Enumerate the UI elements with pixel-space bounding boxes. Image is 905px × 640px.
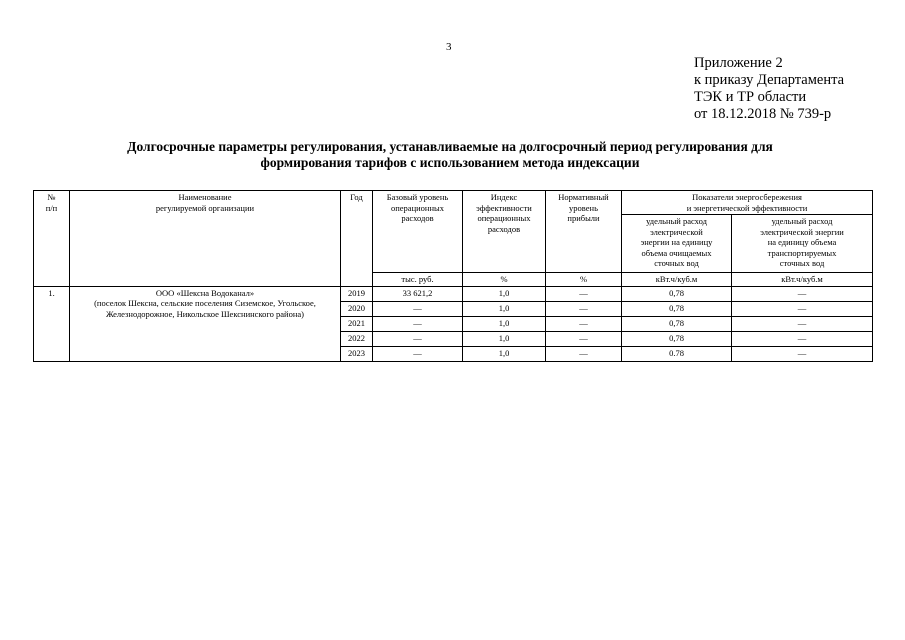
header-year: Год [341, 191, 373, 287]
appendix-line: к приказу Департамента [694, 72, 845, 88]
header-profit-level: Нормативный уровень прибыли [546, 191, 622, 273]
cell-base: — [373, 346, 463, 361]
title-line: формирования тарифов с использованием метода индексации [260, 155, 640, 170]
header-energy-treated: удельный расход электрической энергии на единицу объема очищаемых сточных вод [622, 215, 732, 273]
cell-energy-treated: 0,78 [622, 301, 732, 316]
unit-energy-transported: кВт.ч/куб.м [732, 273, 873, 287]
cell-energy-transported: — [732, 286, 873, 301]
cell-index: 1,0 [463, 286, 546, 301]
cell-year: 2021 [341, 316, 373, 331]
org-details: (поселок Шексна, сельские поселения Сиземское, Угольское, Железнодорожное, Никольское Шекснинского района) [94, 298, 316, 319]
cell-base: — [373, 331, 463, 346]
unit-index: % [463, 273, 546, 287]
cell-index: 1,0 [463, 301, 546, 316]
cell-energy-treated: 0.78 [622, 346, 732, 361]
header-num: № п/п [34, 191, 70, 287]
header-energy: Показатели энергосбережения и энергетической эффективности [622, 191, 873, 215]
cell-year: 2023 [341, 346, 373, 361]
header-row [34, 191, 873, 215]
cell-year: 2020 [341, 301, 373, 316]
cell-energy-treated: 0,78 [622, 316, 732, 331]
org-number: 1. [34, 286, 70, 361]
appendix-line: ТЭК и ТР области [694, 89, 807, 105]
cell-energy-transported: — [732, 346, 873, 361]
cell-energy-transported: — [732, 316, 873, 331]
cell-base: 33 621,2 [373, 286, 463, 301]
cell-index: 1,0 [463, 316, 546, 331]
cell-index: 1,0 [463, 346, 546, 361]
unit-profit: % [546, 273, 622, 287]
title-line: Долгосрочные параметры регулирования, устанавливаемые на долгосрочный период регулирования для [127, 139, 773, 154]
cell-profit: — [546, 346, 622, 361]
page-number: 3 [446, 41, 452, 53]
org-name-cell [70, 286, 341, 361]
parameters-table [33, 190, 873, 362]
header-base-level: Базовый уровень операционных расходов [373, 191, 463, 273]
cell-base: — [373, 316, 463, 331]
cell-energy-treated: 0,78 [622, 331, 732, 346]
unit-base: тыс. руб. [373, 273, 463, 287]
cell-index: 1,0 [463, 331, 546, 346]
cell-energy-transported: — [732, 301, 873, 316]
cell-base: — [373, 301, 463, 316]
header-org-name: Наименование регулируемой организации [70, 191, 341, 287]
cell-profit: — [546, 331, 622, 346]
appendix-line: от 18.12.2018 № 739-р [694, 106, 832, 122]
appendix-block [694, 55, 844, 123]
cell-year: 2019 [341, 286, 373, 301]
cell-energy-treated: 0,78 [622, 286, 732, 301]
cell-profit: — [546, 316, 622, 331]
header-energy-transported: удельный расход электрической энергии на единицу объема транспортируемых сточных вод [732, 215, 873, 273]
document-title [40, 139, 860, 171]
table-row [34, 286, 873, 301]
unit-energy-treated: кВт.ч/куб.м [622, 273, 732, 287]
cell-year: 2022 [341, 331, 373, 346]
appendix-line: Приложение 2 [694, 55, 783, 71]
header-efficiency-index: Индекс эффективности операционных расходов [463, 191, 546, 273]
org-name: ООО «Шексна Водоканал» [155, 287, 255, 298]
cell-profit: — [546, 301, 622, 316]
cell-energy-transported: — [732, 331, 873, 346]
cell-profit: — [546, 286, 622, 301]
